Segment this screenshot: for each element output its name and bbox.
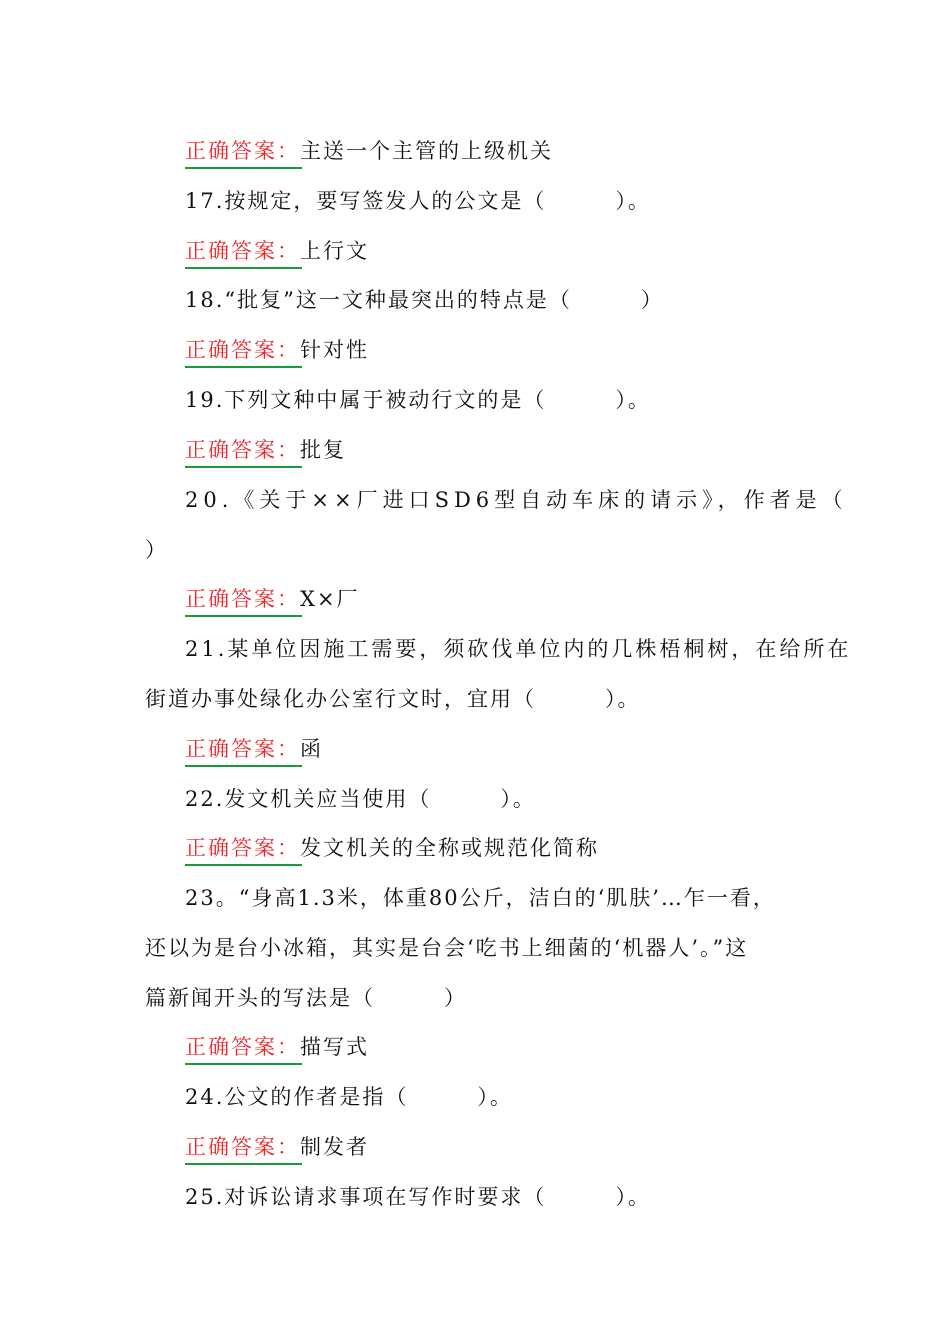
answer-text: 制发者 (300, 1135, 369, 1159)
question-25: 25.对诉讼请求事项在写作时要求（ ）。 (185, 1185, 651, 1209)
answer-label: 正确答案： (185, 833, 300, 863)
answer-text: 发文机关的全称或规范化简称 (300, 836, 599, 860)
answer-18 (185, 335, 885, 365)
answer-text: 批复 (300, 438, 346, 462)
answer-20 (185, 584, 885, 614)
question-17: 17.按规定，要写签发人的公文是（ ）。 (185, 189, 651, 213)
answer-24 (185, 1132, 885, 1162)
answer-23 (185, 1032, 885, 1062)
answer-text: 针对性 (300, 338, 369, 362)
answer-text: 上行文 (300, 239, 369, 263)
answer-label: 正确答案： (185, 1032, 300, 1062)
question-20-line-1: 20.《关于××厂进口SD6型自动车床的请示》，作者是（ (185, 488, 848, 512)
question-21-line-2: 街道办事处绿化办公室行文时，宜用（ ）。 (145, 687, 641, 711)
question-21-line-1: 21.某单位因施工需要，须砍伐单位内的几株梧桐树，在给所在 (185, 637, 852, 661)
answer-label: 正确答案： (185, 236, 300, 266)
answer-16 (185, 136, 885, 166)
answer-label: 正确答案： (185, 435, 300, 465)
answer-text: 描写式 (300, 1035, 369, 1059)
question-20-line-2: ） (145, 538, 168, 562)
answer-21 (185, 734, 885, 764)
question-19: 19.下列文种中属于被动行文的是（ ）。 (185, 388, 651, 412)
question-18: 18.“批复”这一文种最突出的特点是（ ） (185, 288, 664, 312)
answer-19 (185, 435, 885, 465)
answer-label: 正确答案： (185, 734, 300, 764)
answer-17 (185, 236, 885, 266)
answer-label: 正确答案： (185, 584, 300, 614)
answer-label: 正确答案： (185, 1132, 300, 1162)
question-24: 24.公文的作者是指（ ）。 (185, 1085, 513, 1109)
question-22: 22.发文机关应当使用（ ）。 (185, 787, 536, 811)
question-23-line-1: 23。“身高1.3米，体重80公斤，洁白的‘肌肤’…乍一看， (185, 886, 776, 910)
answer-label: 正确答案： (185, 136, 300, 166)
answer-text: 函 (300, 737, 323, 761)
answer-text: 主送一个主管的上级机关 (300, 139, 553, 163)
answer-text: X×厂 (300, 587, 360, 611)
question-23-line-2: 还以为是台小冰箱，其实是台会‘吃书上细菌的‘机器人’。”这 (145, 936, 749, 960)
answer-label: 正确答案： (185, 335, 300, 365)
question-23-line-3: 篇新闻开头的写法是（ ） (145, 986, 467, 1010)
answer-22 (185, 833, 885, 863)
